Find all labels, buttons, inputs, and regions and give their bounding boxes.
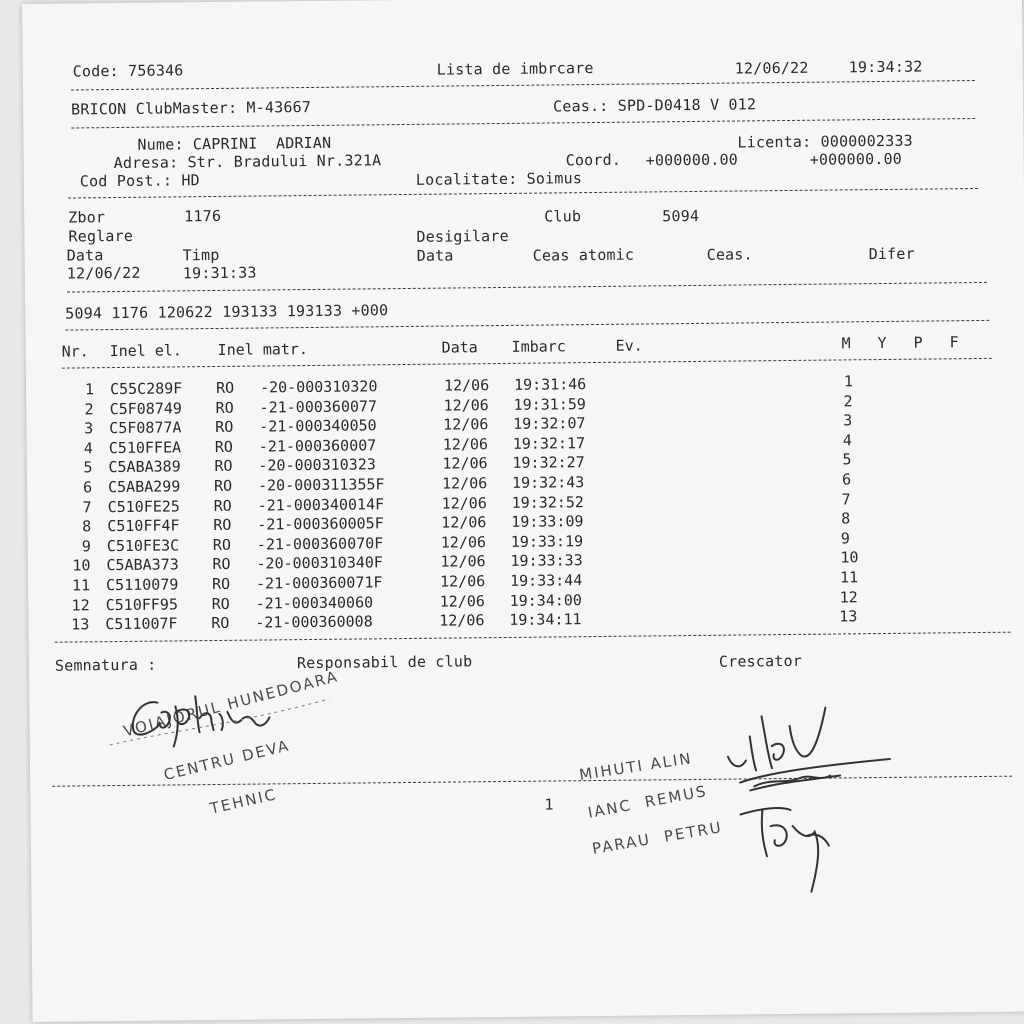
col-y: Y — [877, 333, 887, 353]
signature-label: Semnatura : — [54, 655, 157, 675]
coord-value-1: +000000.00 — [645, 150, 739, 170]
unseal-date-label: Data — [416, 246, 454, 265]
col-inel-matr: Inel matr. — [217, 340, 309, 359]
cell-m: 1 — [843, 372, 854, 391]
printed-slip — [22, 0, 1024, 1022]
cell-inel-el: C5110079 — [105, 575, 179, 595]
cell-inel-matr: -21-000360077 — [259, 396, 378, 417]
cell-m: 4 — [842, 431, 852, 450]
cell-data: 12/06 — [442, 454, 488, 474]
cell-time: 19:31:46 — [513, 375, 587, 394]
stamp-line: PARAU PETRU — [590, 818, 724, 858]
cell-inel-el: C510FFEA — [108, 438, 182, 457]
divider — [67, 282, 987, 293]
cell-inel-el: C5F0877A — [109, 418, 182, 438]
club-manager-label: Responsabil de club — [296, 652, 473, 673]
cell-country: RO — [215, 398, 234, 417]
time-label: Timp — [182, 245, 220, 265]
cell-data: 12/06 — [441, 513, 487, 532]
cell-time: 19:31:59 — [513, 394, 586, 414]
divider — [71, 118, 975, 128]
cell-country: RO — [215, 417, 234, 437]
cell-m: 2 — [843, 391, 853, 411]
cell-nr: 10 — [72, 556, 91, 575]
owner-name: Nume: CAPRINI ADRIAN — [137, 133, 332, 154]
cell-inel-el: C55C289F — [109, 379, 183, 399]
clock-label: Ceas. — [706, 245, 753, 264]
cell-data: 12/06 — [440, 532, 487, 552]
stamp-line: VOIAJORUL HUNEDOARA — [121, 667, 341, 741]
cell-nr: 8 — [82, 517, 92, 536]
cell-m: 7 — [841, 489, 851, 509]
clock-id: Ceas.: SPD-D0418 V 012 — [553, 95, 757, 116]
cell-inel-matr: -20-000311355F — [257, 475, 385, 495]
cell-nr: 13 — [71, 615, 90, 634]
locality: Localitate: Soimus — [415, 169, 583, 189]
cell-nr: 9 — [81, 537, 91, 556]
cell-country: RO — [213, 476, 233, 496]
divider — [68, 188, 978, 199]
cell-country: RO — [214, 437, 233, 456]
cell-inel-matr: -20-000310320 — [259, 377, 378, 397]
cell-time: 19:32:17 — [512, 433, 586, 453]
cell-data: 12/06 — [443, 395, 489, 415]
cell-inel-el: C510FF4F — [107, 516, 180, 536]
divider — [55, 632, 1011, 643]
flight-number: 1176 — [184, 206, 222, 226]
summary-line: 5094 1176 120622 193133 193133 +000 — [65, 301, 389, 323]
cell-data: 12/06 — [439, 611, 485, 630]
cell-m: 13 — [839, 607, 858, 626]
stamp-line: IANC REMUS — [586, 781, 709, 822]
cell-m: 5 — [842, 450, 852, 469]
col-f: F — [949, 333, 959, 352]
cell-m: 12 — [839, 587, 858, 607]
difference-label: Difer — [868, 244, 915, 264]
coord-label: Coord. — [565, 150, 622, 170]
owner-address: Adresa: Str. Bradului Nr.321A — [113, 151, 382, 173]
divider — [65, 320, 989, 331]
setting-label: Reglare — [68, 226, 134, 246]
cell-data: 12/06 — [443, 376, 490, 395]
cell-data: 12/06 — [439, 572, 486, 591]
cell-country: RO — [215, 378, 235, 397]
cell-inel-matr: -20-000310340F — [256, 553, 383, 573]
col-data: Data — [441, 338, 478, 357]
print-date: 12/06/22 — [734, 58, 809, 78]
cell-inel-el: C5ABA299 — [107, 477, 181, 497]
cell-data: 12/06 — [443, 415, 489, 434]
col-inel-el: Inel el. — [109, 341, 182, 361]
cell-inel-el: C5F08749 — [109, 398, 182, 418]
cell-country: RO — [211, 614, 230, 633]
cell-nr: 11 — [71, 576, 91, 595]
cell-inel-matr: -20-000310323 — [258, 455, 376, 475]
atomic-clock-label: Ceas atomic — [532, 245, 635, 265]
cell-m: 9 — [840, 529, 850, 548]
flight-label: Zbor — [68, 208, 106, 227]
cell-data: 12/06 — [441, 474, 488, 493]
document-title: Lista de imbrcare — [436, 59, 594, 79]
cell-inel-matr: -21-000360071F — [255, 573, 383, 593]
handwritten-signature-right — [709, 685, 911, 897]
date-label: Data — [66, 246, 104, 265]
cell-nr: 2 — [84, 399, 94, 418]
cell-country: RO — [214, 457, 233, 476]
cell-country: RO — [211, 594, 230, 613]
cell-inel-matr: -21-000360005F — [257, 514, 384, 534]
cell-time: 19:32:52 — [511, 492, 584, 512]
cell-inel-matr: -21-000340050 — [259, 416, 377, 436]
cell-m: 11 — [839, 568, 859, 587]
cell-inel-matr: -21-000340060 — [255, 592, 374, 613]
divider — [71, 80, 975, 90]
cell-time: 19:33:19 — [510, 531, 584, 551]
cell-nr: 7 — [82, 497, 92, 516]
license-number: Licenta: 0000002333 — [737, 131, 913, 152]
cell-m: 10 — [840, 548, 859, 567]
club-number: 5094 — [662, 206, 700, 226]
cell-time: 19:32:07 — [513, 414, 586, 434]
cell-time: 19:33:33 — [510, 551, 583, 571]
cell-inel-el: C510FE3C — [106, 536, 180, 555]
cell-m: 3 — [843, 411, 853, 430]
cell-country: RO — [211, 574, 231, 594]
club-label: Club — [544, 207, 582, 226]
cell-inel-el: C510FF95 — [105, 594, 179, 614]
cell-m: 8 — [841, 509, 851, 528]
clubmaster-id: BRICON ClubMaster: M-43667 — [71, 97, 312, 119]
cell-time: 19:33:44 — [509, 571, 583, 590]
col-nr: Nr. — [61, 342, 89, 361]
breeder-label: Crescator — [718, 651, 803, 671]
cell-time: 19:32:43 — [511, 473, 585, 492]
cell-inel-matr: -21-000360070F — [256, 534, 384, 554]
cell-inel-matr: -21-000360008 — [255, 612, 373, 632]
cell-inel-el: C5ABA373 — [106, 555, 179, 575]
cell-data: 12/06 — [441, 493, 487, 513]
cell-country: RO — [213, 496, 232, 515]
cell-inel-matr: -21-000340014F — [257, 494, 385, 515]
cell-nr: 5 — [83, 458, 93, 477]
signature-count: 1 — [544, 795, 554, 814]
cell-country: RO — [212, 555, 231, 574]
cell-nr: 12 — [71, 595, 90, 615]
cell-data: 12/06 — [439, 591, 485, 611]
cell-inel-el: C5ABA389 — [108, 457, 181, 477]
coord-value-2: +000000.00 — [809, 149, 903, 169]
cell-m: 6 — [841, 470, 852, 489]
code-label: Code: 756346 — [72, 61, 184, 81]
unseal-label: Desigilare — [416, 226, 509, 246]
stamp-line: MIHUTI ALIN — [578, 749, 694, 785]
cell-inel-el: C511007F — [105, 614, 178, 634]
cell-country: RO — [212, 535, 232, 554]
col-p: P — [913, 333, 923, 352]
col-imbarc: Imbarc — [511, 337, 566, 356]
cell-nr: 1 — [84, 380, 95, 399]
cell-time: 19:34:00 — [509, 590, 583, 610]
setting-date: 12/06/22 — [66, 263, 141, 283]
cell-nr: 3 — [84, 419, 94, 438]
postal-code: Cod Post.: HD — [79, 171, 200, 191]
cell-nr: 4 — [83, 439, 93, 458]
stamp-line: TEHNIC — [208, 785, 279, 818]
handwritten-signature-left — [99, 671, 340, 754]
cell-data: 12/06 — [440, 552, 486, 572]
cell-inel-matr: -21-000360007 — [258, 436, 377, 456]
cell-time: 19:32:27 — [512, 453, 585, 473]
cell-data: 12/06 — [442, 434, 489, 454]
col-m: M — [841, 334, 851, 353]
cell-inel-el: C510FE25 — [107, 496, 181, 516]
cell-country: RO — [213, 516, 232, 535]
setting-time: 19:31:33 — [182, 263, 257, 283]
cell-time: 19:34:11 — [509, 610, 582, 630]
cell-nr: 6 — [82, 478, 93, 497]
cell-time: 19:33:09 — [511, 512, 584, 532]
print-time: 19:34:32 — [848, 57, 923, 77]
stamp-line: CENTRU DEVA — [161, 736, 292, 785]
col-ev: Ev. — [615, 336, 643, 355]
